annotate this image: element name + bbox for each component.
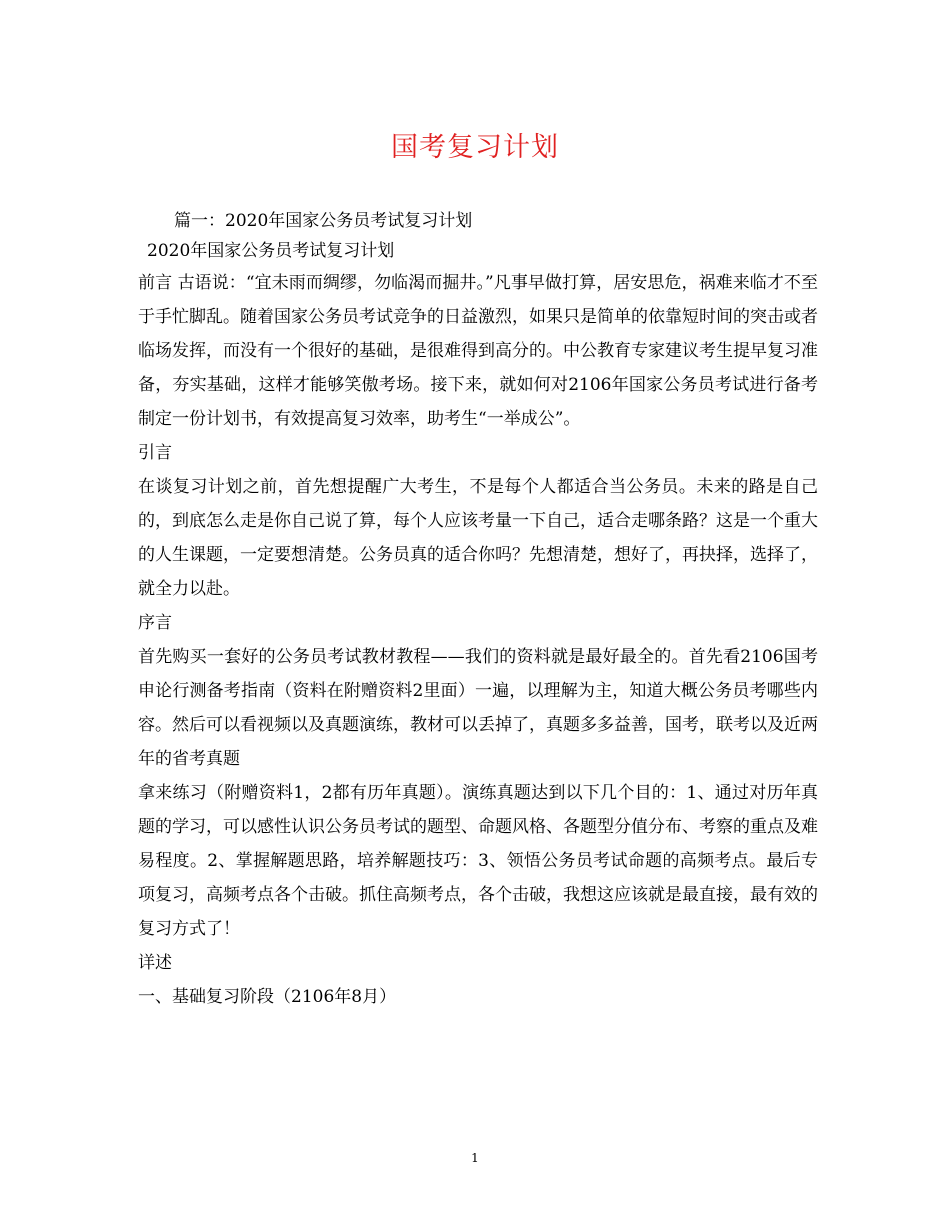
paragraph-heading-introduction: 引言 bbox=[138, 443, 172, 463]
paragraph-heading-foreword: 序言 bbox=[138, 613, 172, 633]
document-title: 国考复习计划 bbox=[391, 132, 559, 163]
page-number: 1 bbox=[471, 1151, 479, 1165]
paragraph-heading-details: 详述 bbox=[138, 953, 172, 973]
paragraph-practice: 拿来练习（附赠资料1，2都有历年真题）。演练真题达到以下几个目的：1、通过对历年真题的学习，可以感性认识公务员考试的题型、命题风格、各题型分值分布、考察的重点及难易程度。2、掌握解题思路，培养解题技巧：3、领悟公务员考试命题的高频考点。最后专项复习，高频考点各个击破。抓住高频考点，各个击破，我想这应该就是最直接，最有效的复习方式了！ bbox=[138, 783, 818, 939]
paragraph-stage-one: 一、基础复习阶段（2106年8月） bbox=[138, 987, 397, 1007]
paragraph-chapter-heading: 篇一：2020年国家公务员考试复习计划 bbox=[174, 211, 473, 231]
paragraph-subtitle: 2020年国家公务员考试复习计划 bbox=[147, 241, 395, 261]
paragraph-foreword: 首先购买一套好的公务员考试教材教程——我们的资料就是最好最全的。首先看2106国考申论行测备考指南（资料在附赠资料2里面）一遍，以理解为主，知道大概公务员考哪些内容。然后可以看视频以及真题演练，教材可以丢掉了，真题多多益善，国考，联考以及近两年的省考真题 bbox=[138, 647, 818, 769]
paragraph-introduction: 在谈复习计划之前，首先想提醒广大考生，不是每个人都适合当公务员。未来的路是自己的，到底怎么走是你自己说了算，每个人应该考量一下自己，适合走哪条路？这是一个重大的人生课题，一定要想清楚。公务员真的适合你吗？先想清楚，想好了，再抉择，选择了，就全力以赴。 bbox=[138, 477, 818, 599]
paragraph-preface: 前言 古语说：“宜未雨而绸缪，勿临渴而掘井。”凡事早做打算，居安思危，祸难来临才不至于手忙脚乱。随着国家公务员考试竞争的日益激烈，如果只是简单的依靠短时间的突击或者临场发挥，而没有一个很好的基础，是很难得到高分的。中公教育专家建议考生提早复习准备，夯实基础，这样才能够笑傲考场。接下来，就如何对2106年国家公务员考试进行备考制定一份计划书，有效提高复习效率，助考生“一举成公”。 bbox=[138, 273, 818, 429]
document-body bbox=[138, 206, 818, 1014]
